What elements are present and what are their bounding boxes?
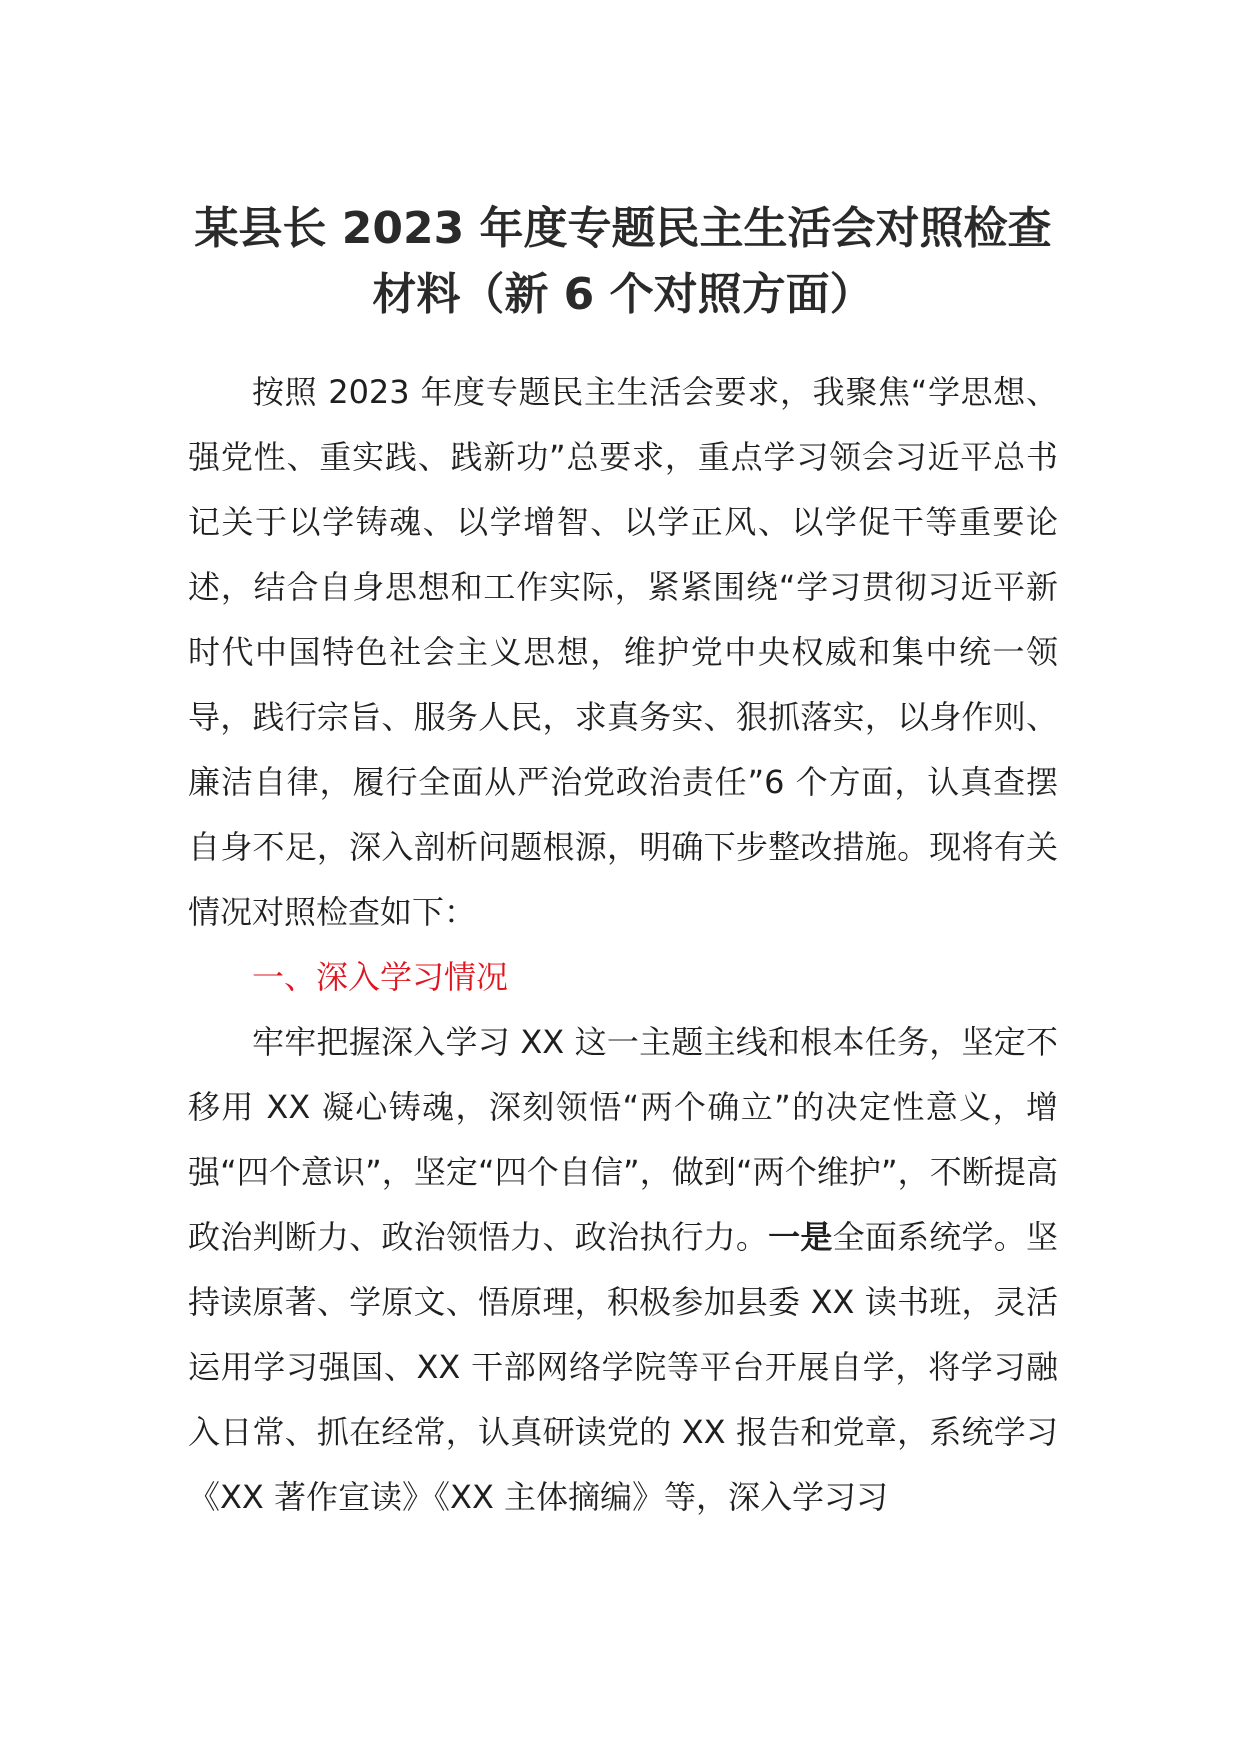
document-page: [188, 0, 1058, 1754]
document-body: [188, 360, 1058, 1530]
section-text-a: 牢牢把握深入学习 XX 这一主题主线和根本任务，坚定不移用 XX 凝心铸魂，深刻领悟“两个确立”的决定性意义，增强“四个意识”，坚定“四个自信”，做到“两个维护”，不断提高政治判断力、政治领悟力、政治执行力。: [188, 1023, 1058, 1256]
section-text-b: 全面系统学。坚持读原著、学原文、悟原理，积极参加县委 XX 读书班，灵活运用学习强国、XX 干部网络学院等平台开展自学，将学习融入日常、抓在经常，认真研读党的 XX 报告和党章，系统学习《XX 著作宣读》《XX 主体摘编》等，深入学习习: [188, 1218, 1058, 1516]
intro-paragraph: 按照 2023 年度专题民主生活会要求，我聚焦“学思想、强党性、重实践、践新功”总要求，重点学习领会习近平总书记关于以学铸魂、以学增智、以学正风、以学促干等重要论述，结合自身思想和工作实际，紧紧围绕“学习贯彻习近平新时代中国特色社会主义思想，维护党中央权威和集中统一领导，践行宗旨、服务人民，求真务实、狠抓落实，以身作则、廉洁自律，履行全面从严治党政治责任”6 个方面，认真查摆自身不足，深入剖析问题根源，明确下步整改措施。现将有关情况对照检查如下：: [188, 373, 1058, 931]
title-line-2: 材料（新 6 个对照方面）: [372, 269, 874, 320]
title-line-1: 某县长 2023 年度专题民主生活会对照检查: [194, 203, 1052, 254]
section-bold-marker: 一是: [768, 1218, 833, 1256]
document-title: [188, 196, 1058, 328]
section-heading: 一、深入学习情况: [252, 958, 509, 996]
section-paragraph: [188, 1010, 1058, 1530]
